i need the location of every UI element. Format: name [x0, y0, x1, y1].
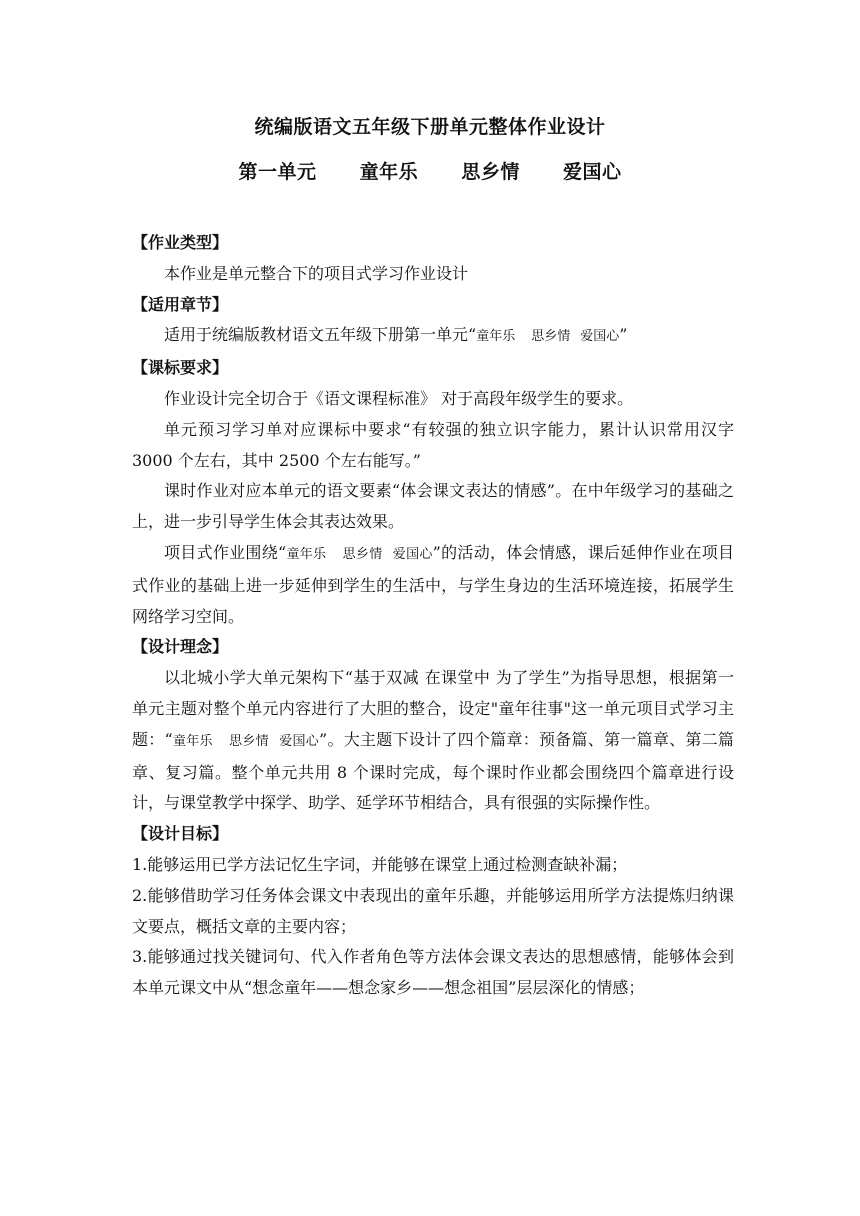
section-heading-standard: 【课标要求】 — [132, 358, 229, 378]
standard-paragraph-1: 作业设计完全切合于《语文课程标准》 对于高段年级学生的要求。 — [164, 388, 634, 408]
chapter-prefix: 适用于统编版教材语文五年级下册第一单元“ — [164, 325, 477, 345]
p4-theme-2: 思乡情 — [342, 546, 383, 562]
standard-paragraph-2: 单元预习学习单对应课标中要求“有较强的独立识字能力，累计认识常用汉字 3000 个左右，其中 2500 个左右能写。” — [132, 419, 734, 470]
standard-paragraph-4 — [132, 538, 734, 632]
chapter-text — [132, 320, 734, 353]
goal-item-2: 2.能够借助学习任务体会课文中表现出的童年乐趣，并能够运用所学方法提炼归纳课文要点，概括文章的主要内容； — [132, 885, 734, 936]
unit-label: 第一单元 — [238, 161, 317, 183]
concept-paragraph — [132, 663, 734, 819]
chapter-suffix: ” — [619, 325, 628, 345]
theme-3: 爱国心 — [562, 161, 622, 183]
goal-item-1: 1.能够运用已学方法记忆生字词，并能够在课堂上通过检测查缺补漏； — [132, 854, 628, 874]
theme-1: 童年乐 — [359, 161, 419, 183]
document-subtitle — [0, 160, 860, 184]
concept-theme-1: 童年乐 — [172, 733, 213, 749]
section-heading-chapter: 【适用章节】 — [132, 294, 229, 314]
concept-suffix: ”。大主题下设计了四个篇章：预备篇、第一篇章、第二篇章、复习篇。整个单元共用 8 个课时完成，每个课时作业都会围绕四个篇章进行设计，与课堂教学中探学、助学、延学环节相结合，具有很强的实际操作性。 — [132, 729, 734, 813]
p4-theme-3: 爱国心 — [392, 546, 433, 562]
document-title: 统编版语文五年级下册单元整体作业设计 — [254, 116, 606, 138]
chapter-theme-1: 童年乐 — [476, 329, 516, 345]
concept-theme-2: 思乡情 — [228, 733, 269, 749]
document-body — [132, 228, 734, 1004]
chapter-theme-3: 爱国心 — [580, 329, 620, 345]
type-text: 本作业是单元整合下的项目式学习作业设计 — [164, 263, 469, 283]
chapter-theme-2: 思乡情 — [531, 329, 571, 345]
goal-item-3: 3.能够通过找关键词句、代入作者角色等方法体会课文表达的思想感情，能够体会到本单元课文中从“想念童年——想念家乡——想念祖国”层层深化的情感； — [132, 947, 734, 998]
p4-suffix: ”的活动，体会情感，课后延伸作业在项目式作业的基础上进一步延伸到学生的生活中，与学生身边的生活环境连接，拓展学生网络学习空间。 — [132, 542, 734, 626]
p4-theme-1: 童年乐 — [286, 546, 327, 562]
concept-prefix: 以北城小学大单元架构下“基于双减 在课堂中 为了学生”为指导思想，根据第一单元主题对整个单元内容进行了大胆的整合，设定"童年往事"这一单元项目式学习主题：“ — [132, 668, 734, 749]
section-heading-concept: 【设计理念】 — [132, 637, 229, 657]
section-heading-goals: 【设计目标】 — [132, 824, 229, 844]
p4-prefix: 项目式作业围绕“ — [164, 542, 287, 562]
concept-theme-3: 爱国心 — [278, 733, 320, 749]
theme-2: 思乡情 — [461, 161, 520, 183]
section-heading-type: 【作业类型】 — [132, 233, 229, 252]
standard-paragraph-3: 课时作业对应本单元的语文要素“体会课文表达的情感”。在中年级学习的基础之上，进一步引导学生体会其表达效果。 — [132, 481, 734, 532]
